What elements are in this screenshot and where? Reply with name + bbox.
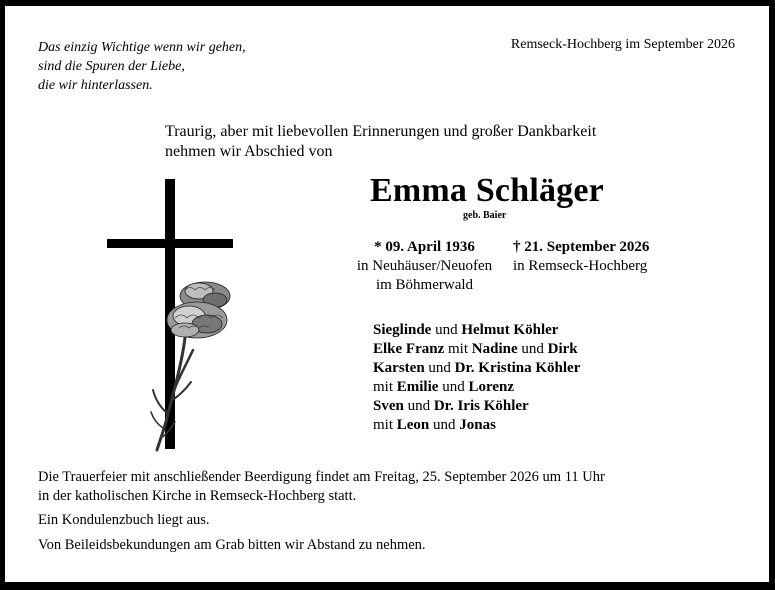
mourner-name: Dr. Kristina Köhler — [454, 360, 581, 376]
mourner-name: Helmut Köhler — [461, 322, 559, 338]
birth-place: im Böhmerwald — [375, 277, 474, 293]
birth-place: in Neuhäuser/Neuofen — [356, 258, 493, 274]
deceased-name: Emma Schläger — [370, 172, 604, 209]
mourner-name: Karsten — [373, 360, 425, 376]
mourner-line — [373, 416, 580, 435]
mourner-separator: und — [438, 379, 469, 395]
mourner-name: Lorenz — [468, 379, 514, 395]
mourner-name: Dr. Iris Köhler — [433, 398, 529, 414]
death-info — [513, 238, 649, 276]
motto-quote — [38, 38, 246, 95]
motto-line: die wir hinterlassen. — [38, 78, 153, 93]
mourner-separator: und — [403, 398, 434, 414]
mourner-line — [373, 340, 580, 359]
intro-text — [165, 122, 596, 162]
cross-horizontal-beam — [107, 239, 233, 248]
mourners-list — [373, 321, 580, 435]
mourner-line — [373, 321, 580, 340]
funeral-line: in der katholischen Kirche in Remseck-Hochberg statt. — [38, 488, 357, 504]
mourner-separator: mit — [373, 417, 397, 433]
death-place: in Remseck-Hochberg — [513, 258, 648, 274]
mourner-line — [373, 359, 580, 378]
mourner-separator: und — [429, 417, 460, 433]
mourner-name: Dirk — [547, 341, 578, 357]
motto-line: Das einzig Wichtige wenn wir gehen, — [38, 40, 246, 55]
mourner-name: Elke Franz — [373, 341, 445, 357]
maiden-name: geb. Baier — [463, 210, 507, 221]
birth-date: * 09. April 1936 — [374, 239, 475, 255]
funeral-line: Die Trauerfeier mit anschließender Beerdigung findet am Freitag, 25. September 2026 um 11 Uhr — [38, 469, 605, 485]
condolence-request-note: Von Beileidsbekundungen am Grab bitten wir Abstand zu nehmen. — [38, 537, 426, 553]
mourner-name: Leon — [396, 417, 430, 433]
intro-line: nehmen wir Abschied von — [165, 143, 333, 160]
mourner-separator: und — [424, 360, 455, 376]
mourner-name: Emilie — [396, 379, 439, 395]
mourner-separator: mit — [444, 341, 472, 357]
carnation-flower-icon — [145, 278, 240, 453]
mourner-name: Nadine — [471, 341, 518, 357]
place-date: Remseck-Hochberg im September 2026 — [510, 37, 735, 52]
condolence-book-note: Ein Kondulenzbuch liegt aus. — [38, 512, 210, 528]
birth-info — [352, 238, 497, 295]
mourner-line — [373, 397, 580, 416]
motto-line: sind die Spuren der Liebe, — [38, 59, 185, 74]
death-date: † 21. September 2026 — [513, 239, 650, 255]
mourner-separator: und — [431, 322, 462, 338]
mourner-name: Sven — [373, 398, 404, 414]
mourner-separator: und — [517, 341, 548, 357]
mourner-separator: mit — [373, 379, 397, 395]
mourner-name: Jonas — [459, 417, 496, 433]
mourner-line — [373, 378, 580, 397]
funeral-info — [38, 468, 605, 506]
mourner-name: Sieglinde — [373, 322, 432, 338]
intro-line: Traurig, aber mit liebevollen Erinnerungen und großer Dankbarkeit — [165, 123, 597, 140]
